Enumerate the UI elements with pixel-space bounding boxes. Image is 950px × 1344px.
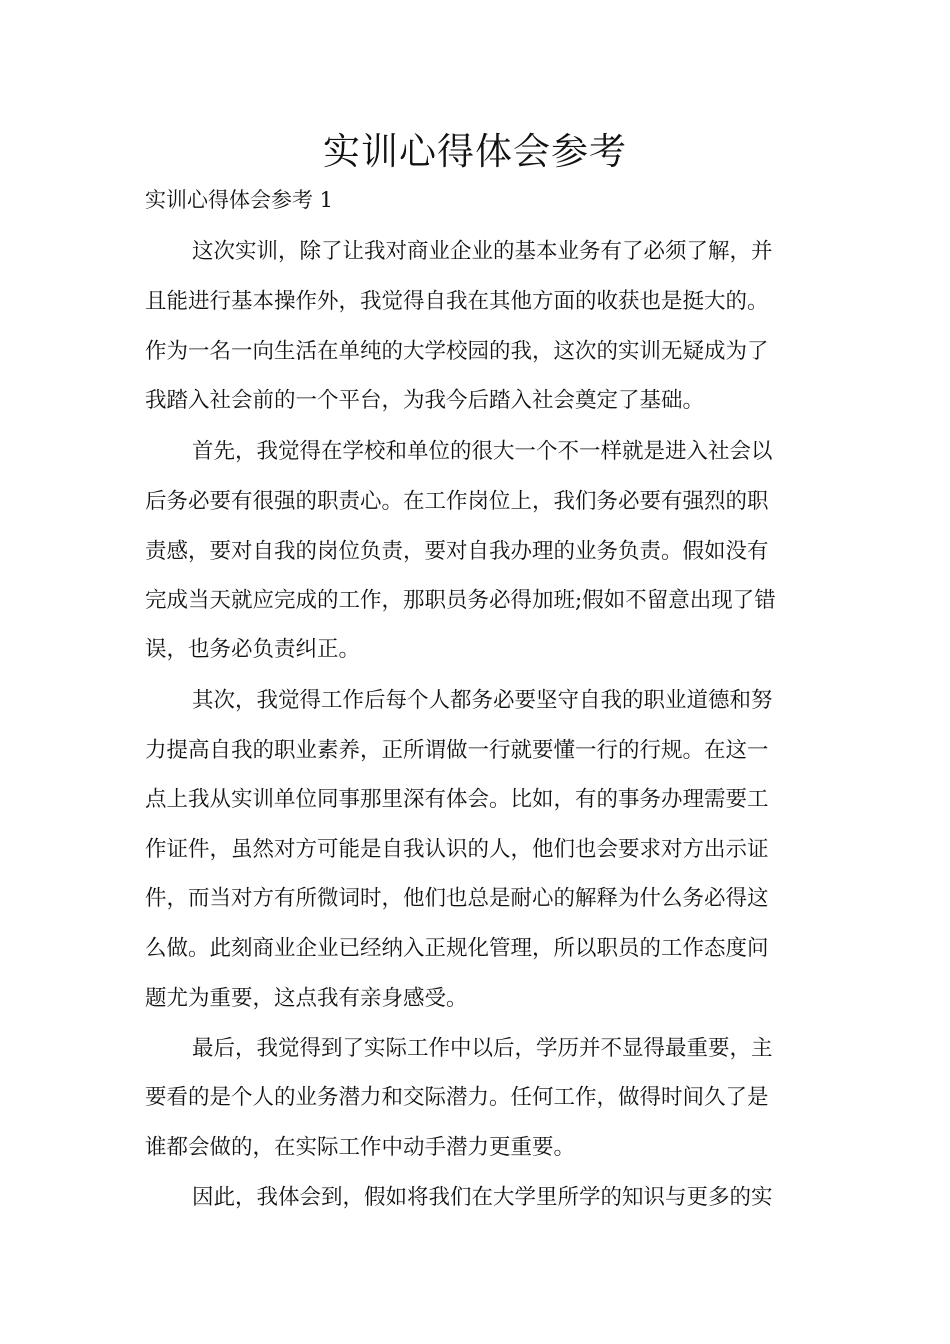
paragraph-line: 题尤为重要，这点我有亲身感受。: [145, 986, 468, 1011]
document-title: 实训心得体会参考: [323, 130, 627, 173]
paragraph-line: 责感，要对自我的岗位负责，要对自我办理的业务负责。假如没有: [145, 539, 769, 564]
section-heading: 实训心得体会参考 1: [145, 188, 334, 212]
paragraph-line: 点上我从实训单位同事那里深有体会。比如，有的事务办理需要工: [145, 787, 769, 812]
paragraph-line: 作为一名一向生活在单纯的大学校园的我，这次的实训无疑成为了: [145, 339, 769, 364]
paragraph-line: 其次，我觉得工作后每个人都务必要坚守自我的职业道德和努: [192, 688, 773, 713]
paragraph-line: 且能进行基本操作外，我觉得自我在其他方面的收获也是挺大的。: [145, 289, 769, 314]
paragraph-line: 要看的是个人的业务潜力和交际潜力。任何工作，做得时间久了是: [145, 1085, 769, 1110]
paragraph-line: 最后，我觉得到了实际工作中以后，学历并不显得最重要，主: [192, 1036, 773, 1061]
paragraph-line: 因此，我体会到，假如将我们在大学里所学的知识与更多的实: [192, 1185, 773, 1210]
paragraph-line: 完成当天就应完成的工作，那职员务必得加班;假如不留意出现了错: [145, 588, 776, 613]
paragraph-line: 力提高自我的职业素养，正所谓做一行就要懂一行的行规。在这一: [145, 738, 769, 763]
paragraph-line: 这次实训，除了让我对商业企业的基本业务有了必须了解，并: [192, 239, 773, 264]
paragraph-line: 么做。此刻商业企业已经纳入正规化管理，所以职员的工作态度问: [145, 936, 769, 961]
paragraph-line: 后务必要有很强的职责心。在工作岗位上，我们务必要有强烈的职: [145, 489, 769, 514]
paragraph-line: 误，也务必负责纠正。: [145, 637, 361, 662]
paragraph-line: 作证件，虽然对方可能是自我认识的人，他们也会要求对方出示证: [145, 837, 769, 862]
paragraph-line: 谁都会做的，在实际工作中动手潜力更重要。: [145, 1135, 576, 1160]
paragraph-line: 我踏入社会前的一个平台，为我今后踏入社会奠定了基础。: [145, 388, 705, 413]
paragraph-line: 首先，我觉得在学校和单位的很大一个不一样就是进入社会以: [192, 439, 773, 464]
paragraph-line: 件，而当对方有所微词时，他们也总是耐心的解释为什么务必得这: [145, 886, 769, 911]
